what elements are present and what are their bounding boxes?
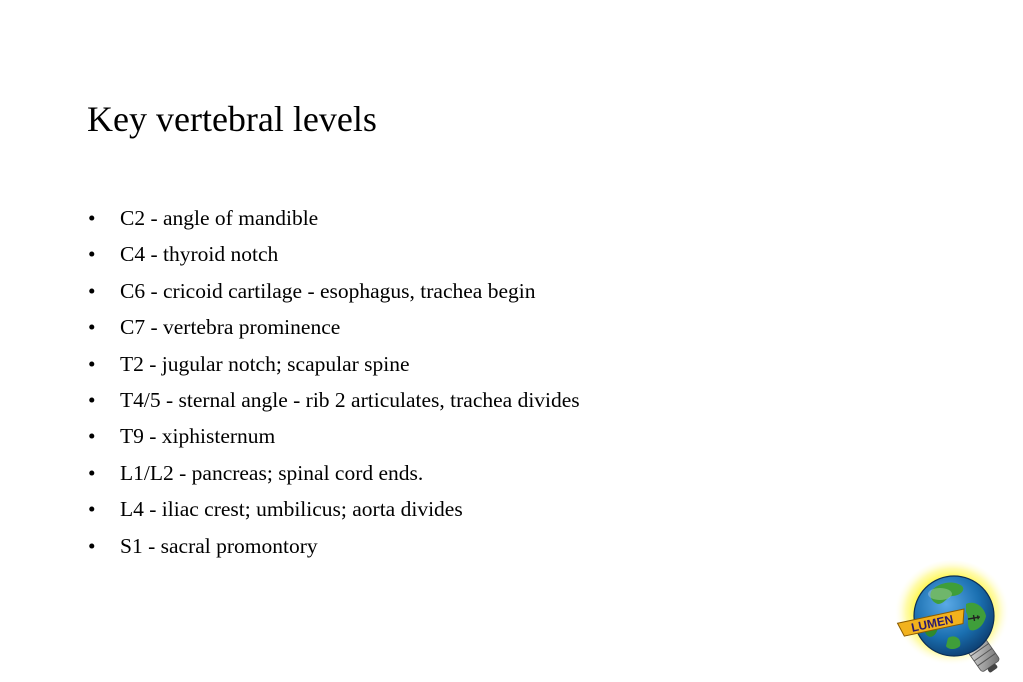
list-item-text: T4/5 - sternal angle - rib 2 articulates, trachea divides — [120, 387, 580, 412]
slide-title: Key vertebral levels — [87, 99, 377, 139]
list-item-text: T2 - jugular notch; scapular spine — [120, 351, 410, 376]
bullet-icon: • — [88, 206, 96, 230]
list-item-text: S1 - sacral promontory — [120, 533, 318, 558]
bullet-icon: • — [88, 315, 96, 340]
list-item-text: C7 - vertebra prominence — [120, 315, 341, 340]
bullet-icon: • — [88, 242, 96, 267]
bullet-icon: • — [88, 387, 96, 412]
list-item-text: C2 - angle of mandible — [120, 206, 319, 230]
list-item-text: C4 - thyroid notch — [120, 242, 279, 267]
list-item-text: T9 - xiphisternum — [120, 424, 276, 449]
list-item-text: L4 - iliac crest; umbilicus; aorta divides — [120, 497, 463, 522]
bullet-icon: • — [88, 460, 96, 485]
globe-lightbulb-icon — [892, 560, 1018, 682]
bullet-icon: • — [88, 424, 96, 449]
bullet-icon: • — [88, 351, 96, 376]
list-item-text: C6 - cricoid cartilage - esophagus, trachea begin — [120, 278, 536, 303]
lumen-logo — [892, 560, 1018, 682]
list-item-text: L1/L2 - pancreas; spinal cord ends. — [120, 460, 424, 485]
bullet-icon: • — [88, 278, 96, 303]
bullet-icon: • — [88, 497, 96, 522]
logo-text: LUMEN — [909, 612, 955, 635]
bullet-icon: • — [88, 533, 96, 558]
